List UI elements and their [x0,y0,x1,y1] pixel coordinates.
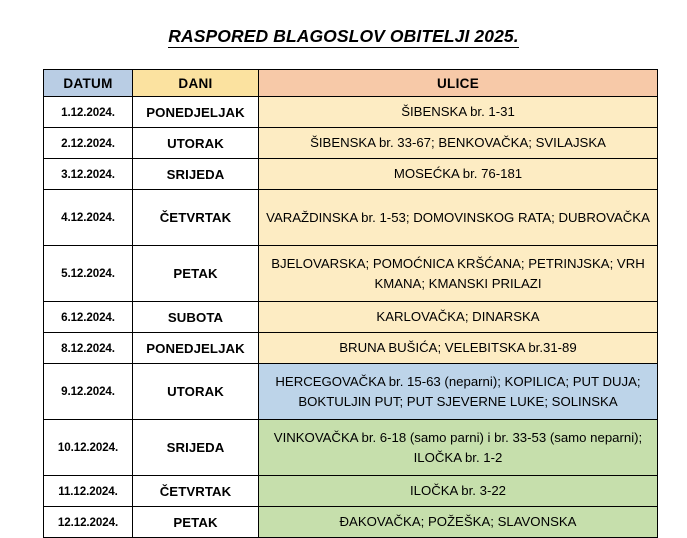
cell-day: SUBOTA [133,302,259,333]
table-header [44,70,658,97]
cell-date: 6.12.2024. [44,302,133,333]
cell-day: PETAK [133,246,259,302]
table-row [44,333,658,364]
cell-streets: ĐAKOVAČKA; POŽEŠKA; SLAVONSKA [259,507,658,538]
table-row [44,420,658,476]
cell-streets: BJELOVARSKA; POMOĆNICA KRŠĆANA; PETRINJSKA; VRH KMANA; KMANSKI PRILAZI [259,246,658,302]
table-row [44,246,658,302]
table-row [44,97,658,128]
cell-day: UTORAK [133,364,259,420]
table-header-row [44,70,658,97]
cell-streets: ŠIBENSKA br. 33-67; BENKOVAČKA; SVILAJSKA [259,128,658,159]
table-row [44,159,658,190]
table-row [44,364,658,420]
cell-date: 4.12.2024. [44,190,133,246]
cell-streets: VARAŽDINSKA br. 1-53; DOMOVINSKOG RATA; DUBROVAČKA [259,190,658,246]
column-header-dani: DANI [133,70,259,97]
cell-day: PONEDJELJAK [133,333,259,364]
column-header-ulice: ULICE [259,70,658,97]
page-title-text: RASPORED BLAGOSLOV OBITELJI 2025. [168,26,519,46]
page-title [0,26,687,47]
cell-streets: ILOČKA br. 3-22 [259,476,658,507]
table-row [44,507,658,538]
cell-day: SRIJEDA [133,420,259,476]
cell-date: 1.12.2024. [44,97,133,128]
cell-date: 8.12.2024. [44,333,133,364]
cell-day: SRIJEDA [133,159,259,190]
blessing-schedule-table [43,69,658,538]
cell-streets: HERCEGOVAČKA br. 15-63 (neparni); KOPILICA; PUT DUJA; BOKTULJIN PUT; PUT SJEVERNE LUKE; SOLINSKA [259,364,658,420]
cell-streets: ŠIBENSKA br. 1-31 [259,97,658,128]
cell-date: 9.12.2024. [44,364,133,420]
cell-date: 5.12.2024. [44,246,133,302]
table-row [44,302,658,333]
table-row [44,190,658,246]
cell-date: 10.12.2024. [44,420,133,476]
cell-day: ČETVRTAK [133,476,259,507]
table-row [44,476,658,507]
cell-date: 12.12.2024. [44,507,133,538]
cell-day: UTORAK [133,128,259,159]
cell-date: 2.12.2024. [44,128,133,159]
cell-streets: BRUNA BUŠIĆA; VELEBITSKA br.31-89 [259,333,658,364]
table-row [44,128,658,159]
cell-date: 11.12.2024. [44,476,133,507]
table-body [44,97,658,538]
cell-streets: KARLOVAČKA; DINARSKA [259,302,658,333]
cell-streets: MOSEĆKA br. 76-181 [259,159,658,190]
cell-day: PETAK [133,507,259,538]
cell-day: ČETVRTAK [133,190,259,246]
cell-day: PONEDJELJAK [133,97,259,128]
cell-date: 3.12.2024. [44,159,133,190]
column-header-datum: DATUM [44,70,133,97]
cell-streets: VINKOVAČKA br. 6-18 (samo parni) i br. 33-53 (samo neparni); ILOČKA br. 1-2 [259,420,658,476]
